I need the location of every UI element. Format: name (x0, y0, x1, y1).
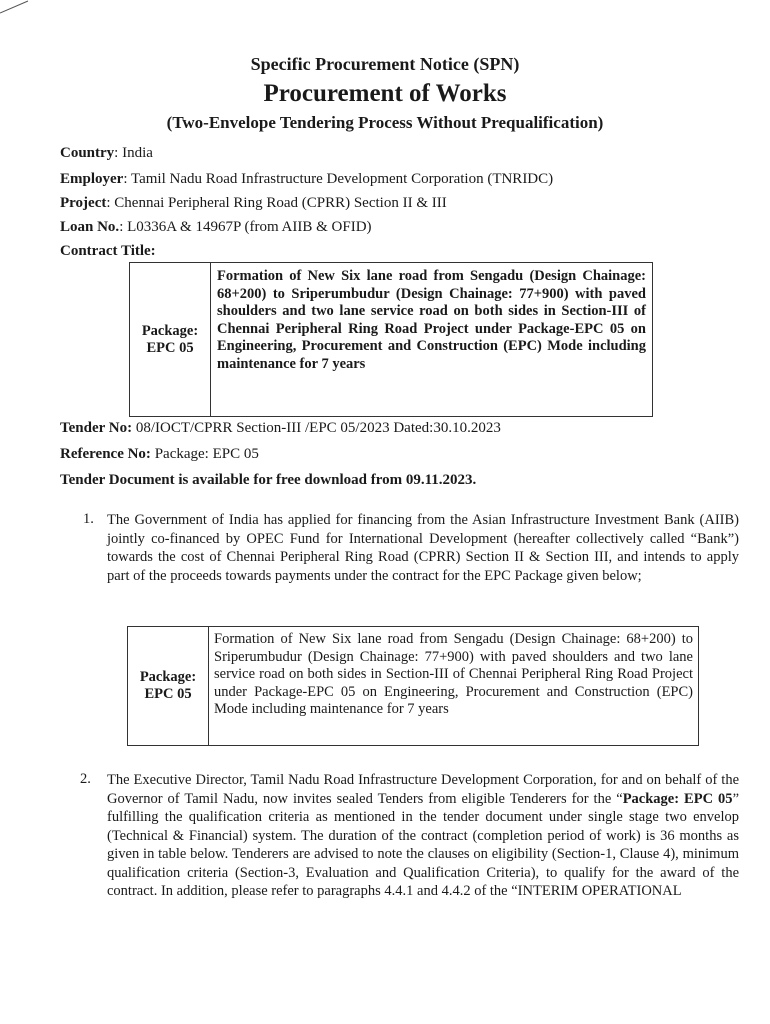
project-value: : Chennai Peripheral Ring Road (CPRR) Section II & III (106, 195, 447, 211)
employer-label: Employer (60, 171, 124, 187)
tender-no-line (60, 420, 501, 437)
paragraph-2-number: 2. (80, 771, 91, 787)
package-label-2: Package: (139, 669, 197, 685)
project-line (60, 195, 447, 212)
availability-note: Tender Document is available for free download from 09.11.2023. (60, 472, 477, 488)
package-description: Formation of New Six lane road from Sengadu (Design Chainage: 68+200) to Sriperumbudur (Design Chainage: 77+900) with paved shoulders and two lane service road on both sides in Section-III of Chennai Peripheral Ring Road Project under Package-EPC 05 on Engineering, Procurement and Construction (EPC) Mode including maintenance for 7 years (211, 263, 653, 417)
reference-value: Package: EPC 05 (150, 446, 259, 462)
employer-value: : Tamil Nadu Road Infrastructure Development Corporation (TNRIDC) (123, 171, 554, 187)
package-table-2 (127, 626, 699, 746)
reference-line (60, 446, 259, 463)
paragraph-2-text-b: ” fulfilling the qualification criteria as mentioned in the tender document under single stage two envelop (Technical & Financial) system. The duration of the contract (completion period of work) is 36 months as given in table below. Tenderers are advised to note the clauses on eligibility (Section-1, Clause 4), minimum qualification criteria (Section-3, Evaluation and Qualification Criteria), to qualify for the award of the contract. In addition, please refer to paragraphs 4.4.1 and 4.4.2 of the “INTERIM OPERATIONAL (107, 790, 739, 899)
scan-corner-mark (0, 0, 30, 14)
paragraph-2-package: Package: EPC 05 (622, 790, 733, 807)
package-description-2: Formation of New Six lane road from Sengadu (Design Chainage: 68+200) to Sriperumbudur (Design Chainage: 77+900) with paved shoulders and two lane service road on both sides in Section-III of Chennai Peripheral Ring Road Project under Package-EPC 05 on Engineering, Procurement and Construction (EPC) Mode including maintenance for 7 years (209, 627, 699, 746)
tender-no-label: Tender No: (60, 420, 133, 436)
page-subtitle: (Two-Envelope Tendering Process Without Prequalification) (166, 113, 604, 132)
loan-value: : L0336A & 14967P (from AIIB & OFID) (119, 219, 372, 235)
notice-heading: Specific Procurement Notice (SPN) (250, 54, 520, 74)
paragraph-2-text-a: The Executive Director, Tamil Nadu Road Infrastructure Development Corporation, for and on behalf of the Governor of Tamil Nadu, now invites sealed Tenders from eligible Tenderers for the “ (107, 772, 739, 807)
package-label-cell (130, 263, 211, 417)
paragraph-1: The Government of India has applied for financing from the Asian Infrastructure Investment Bank (AIIB) jointly co-financed by OPEC Fund for International Development (hereafter collectively called “Bank”) towards the cost of Chennai Peripheral Ring Road (CPRR) Section II & Section III, and intends to apply part of the proceeds towards payments under the contract for the EPC Package given below; (107, 512, 739, 584)
package-label: Package: (141, 322, 199, 339)
country-value: : India (114, 145, 153, 161)
loan-line (60, 219, 372, 236)
contract-title-label: Contract Title: (60, 243, 156, 259)
contract-package-table (129, 262, 653, 417)
employer-line (60, 171, 553, 188)
country-line (60, 145, 153, 162)
package-label-cell-2 (128, 627, 209, 746)
package-code-2: EPC 05 (144, 686, 192, 702)
paragraph-2 (107, 771, 739, 901)
country-label: Country (60, 145, 115, 161)
package-code: EPC 05 (146, 339, 194, 356)
project-label: Project (60, 195, 107, 211)
page-title: Procurement of Works (263, 80, 507, 107)
loan-label: Loan No. (60, 219, 120, 235)
reference-label: Reference No: (60, 446, 151, 462)
paragraph-1-number: 1. (83, 511, 94, 527)
tender-no-value: 08/IOCT/CPRR Section-III /EPC 05/2023 Dated:30.10.2023 (132, 420, 501, 436)
